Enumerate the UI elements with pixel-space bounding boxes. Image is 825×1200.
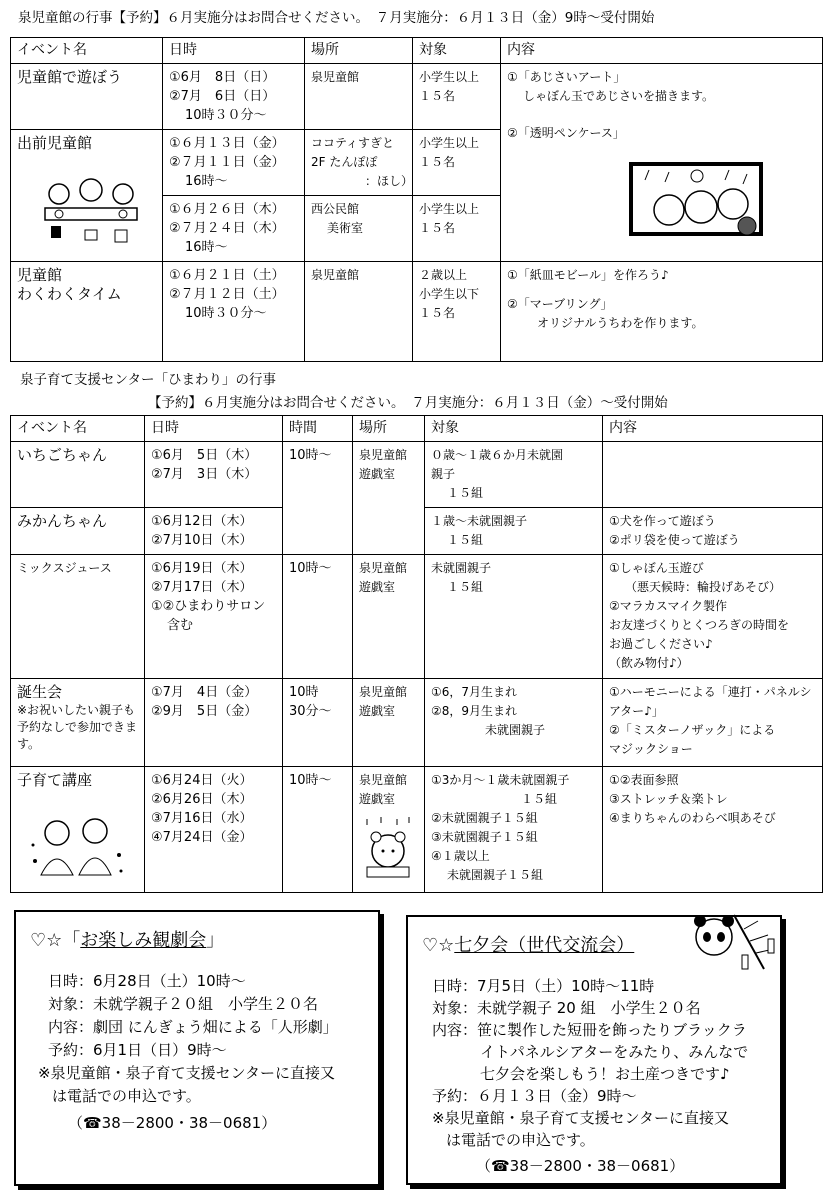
children-crafting-illustration: [41, 174, 141, 250]
col-place: 場所: [353, 416, 425, 442]
target-line: 小学生以上: [419, 136, 480, 150]
support-center-events-table: [10, 415, 823, 893]
bear-in-rain-illustration: [361, 815, 415, 881]
content-line: ①犬を作って遊ぼう: [609, 514, 716, 528]
target-line: １５組: [447, 580, 484, 594]
tanabata-event-box: [406, 915, 782, 1185]
info-line: 日時：7月5日（土）10時〜11時: [432, 977, 655, 995]
target-line: ０歳〜１歳６か月未就園: [431, 448, 564, 462]
date-line: ①６月２６日（木）: [169, 202, 285, 217]
table-header-row: [11, 38, 823, 64]
target-line: ④１歳以上: [431, 849, 490, 863]
content-line: ①しゃぼん玉遊び: [609, 561, 704, 575]
date-line: ②6月26日（木）: [151, 792, 253, 807]
time: 10時〜: [283, 555, 353, 679]
target-line: １５名: [419, 155, 456, 169]
content-line: ②「透明ペンケース」: [507, 126, 625, 140]
phone-number: （☎38－2800・38－0681）: [68, 1114, 277, 1132]
time: 10時〜: [283, 442, 353, 555]
time: 10時〜: [283, 767, 353, 893]
content-line: ②ポリ袋を使って遊ぼう: [609, 533, 740, 547]
content-line: お友達づくりとくつろぎの時間を: [609, 618, 790, 632]
section2-subheading: 【予約】６月実施分はお問合せください。 ７月実施分：６月１３日（金）〜受付開始: [148, 395, 668, 411]
target-line: ２歳以上: [419, 268, 468, 282]
content-line: （飲み物付♪）: [609, 656, 689, 670]
place-line: 泉児童館: [359, 773, 408, 787]
box-body: [38, 970, 378, 1135]
col-time: 時間: [283, 416, 353, 442]
date-line: ②7月 6日（日）: [169, 89, 276, 104]
time-line: 10時３０分〜: [185, 306, 267, 321]
place-line: ：ほし）: [365, 174, 414, 188]
target-line: ①6，7月生まれ: [431, 685, 518, 699]
target-line: ③未就園親子１５組: [431, 830, 538, 844]
place-line: 遊戯室: [359, 704, 396, 718]
table-row: [11, 555, 823, 679]
event-cell: [11, 130, 163, 262]
target-line: １５名: [419, 221, 456, 235]
title-prefix: ♡☆: [422, 935, 455, 956]
place-line: 泉児童館: [359, 448, 408, 462]
event-name: わくわくタイム: [17, 285, 122, 303]
event-name: 児童館で遊ぼう: [11, 64, 163, 130]
date-line: ①６月２１日（土）: [169, 268, 285, 283]
place-line: 遊戯室: [359, 580, 396, 594]
content-line: ②「ミスターノザック」による: [609, 723, 776, 737]
event-name: 出前児童館: [17, 134, 93, 152]
info-line: は電話での申込です。: [446, 1131, 595, 1149]
time-line: 10時: [289, 685, 319, 700]
info-line: は電話での申込です。: [52, 1087, 201, 1105]
content-line: ②「マーブリング」: [507, 297, 613, 311]
date-line: ②７月１２日（土）: [169, 287, 285, 302]
place-line: 泉児童館: [359, 685, 408, 699]
target-line: １歳〜未就園親子: [431, 514, 528, 528]
info-line: イトパネルシアターをみたり、みんなで: [480, 1043, 749, 1061]
time-line: 16時〜: [185, 240, 228, 255]
content-line: お過ごしください♪: [609, 637, 713, 651]
place-line: 遊戯室: [359, 467, 396, 481]
info-line: 内容：笹に製作した短冊を飾ったりブラックラ: [432, 1021, 747, 1039]
target-line: ②8，9月生まれ: [431, 704, 518, 718]
theater-event-box: [14, 910, 380, 1186]
date-line: ②7月10日（木）: [151, 533, 253, 548]
box-title: [30, 926, 378, 952]
event-name: みかんちゃん: [11, 508, 145, 555]
info-line: 予約：6月1日（日）9時〜: [48, 1041, 227, 1059]
date-line: ①６月１３日（金）: [169, 136, 285, 151]
content-cell: [501, 64, 823, 262]
place-line: 泉児童館: [359, 561, 408, 575]
children-hall-events-table: [10, 37, 823, 362]
content-line: ③ストレッチ＆楽トレ: [609, 792, 728, 806]
time-line: 16時〜: [185, 174, 228, 189]
place-line: 2F たんぽぽ: [311, 155, 378, 169]
place-line: ココティすぎと: [311, 136, 395, 150]
date-line: ①6月12日（木）: [151, 514, 253, 529]
target-line: 小学生以下: [419, 287, 480, 301]
event-name: 誕生会: [17, 683, 63, 701]
info-line: 日時：6月28日（土）10時〜: [48, 972, 246, 990]
target-line: 未就園親子１５組: [447, 868, 544, 882]
table-row: [11, 679, 823, 767]
info-line: 七夕会を楽しもう！お土産つきです♪: [480, 1065, 730, 1083]
date-line: ④7月24日（金）: [151, 830, 253, 845]
col-place: 場所: [305, 38, 413, 64]
target-line: １５名: [419, 306, 456, 320]
info-line: 内容：劇団 にんぎょう畑による「人形劇」: [48, 1018, 338, 1036]
date-line: ①7月 4日（金）: [151, 685, 258, 700]
col-target: 対象: [413, 38, 501, 64]
col-content: 内容: [603, 416, 823, 442]
info-line: 対象：未就学親子 20 組 小学生２０名: [432, 999, 701, 1017]
target-line: 親子: [431, 467, 456, 481]
event-name: ミックスジュース: [11, 555, 145, 679]
date-line: 含む: [167, 618, 194, 633]
time-line: 30分〜: [289, 704, 332, 719]
content-line: ①「あじさいアート」: [507, 70, 626, 84]
place-line: 遊戯室: [359, 792, 396, 806]
children-window-illustration: [629, 162, 763, 242]
info-line: ※泉児童館・泉子育て支援センターに直接又: [432, 1109, 729, 1127]
target-line: 小学生以上: [419, 202, 480, 216]
event-name: いちごちゃん: [11, 442, 145, 508]
content-line: （悪天候時：輪投げあそび）: [625, 580, 782, 594]
date-line: ①6月 8日（日）: [169, 70, 276, 85]
date-line: ②9月 5日（金）: [151, 704, 258, 719]
event-name: 子育て講座: [17, 771, 93, 789]
date-line: ②７月１１日（金）: [169, 155, 285, 170]
target-line: １５組: [447, 533, 484, 547]
mothers-and-children-illustration: [27, 815, 127, 881]
table-row: [11, 262, 823, 362]
date-line: ③7月16日（水）: [151, 811, 253, 826]
target-line: １５組: [521, 792, 558, 806]
title-prefix: ♡☆「: [30, 930, 81, 951]
date-line: ①6月19日（木）: [151, 561, 253, 576]
date-line: ①6月24日（火）: [151, 773, 253, 788]
col-content: 内容: [501, 38, 823, 64]
panda-bamboo-illustration: [684, 909, 780, 973]
date-line: ②7月17日（木）: [151, 580, 253, 595]
title-main: 七夕会（世代交流会）: [454, 935, 635, 956]
section2-heading: 泉子育て支援センター「ひまわり」の行事: [20, 372, 276, 388]
target-line: ②未就園親子１５組: [431, 811, 538, 825]
date-line: ①②ひまわりサロン: [151, 599, 266, 614]
place: 泉児童館: [305, 64, 413, 130]
content-line: オリジナルうちわを作ります。: [537, 316, 704, 330]
section1-heading: 泉児童館の行事【予約】６月実施分はお問合せください。 ７月実施分：６月１３日（金）9時〜受付開始: [18, 10, 655, 26]
col-datetime: 日時: [163, 38, 305, 64]
target-line: 未就園親子: [431, 561, 492, 575]
content-line: ②マラカスマイク製作: [609, 599, 728, 613]
event-name: 児童館: [17, 266, 63, 284]
content-line: ①②表面参照: [609, 773, 679, 787]
table-header-row: [11, 416, 823, 442]
table-row: [11, 64, 823, 130]
table-row: [11, 442, 823, 508]
content-line: しゃぼん玉であじさいを描きます。: [523, 89, 715, 103]
info-line: 対象：未就学親子２０組 小学生２０名: [48, 995, 319, 1013]
content-line: ①「紙皿モビール」を作ろう♪: [507, 268, 669, 282]
phone-number: （☎38－2800・38－0681）: [476, 1157, 685, 1175]
date-line: ②7月 3日（木）: [151, 467, 258, 482]
content-line: ④まりちゃんのわらべ唄あそび: [609, 811, 776, 825]
place-line: 西公民館: [311, 202, 360, 216]
target-line: １５組: [447, 486, 484, 500]
date-line: ②７月２４日（木）: [169, 221, 285, 236]
col-datetime: 日時: [145, 416, 283, 442]
box-body: [432, 975, 780, 1177]
event-note: ※お祝いしたい親子も予約なしで参加できます。: [17, 703, 138, 751]
title-suffix: 」: [206, 930, 225, 951]
target-line: 小学生以上: [419, 70, 480, 84]
info-line: 予約：６月１３日（金）9時〜: [432, 1087, 637, 1105]
place-line: 美術室: [327, 221, 364, 235]
table-row: [11, 767, 823, 893]
date-line: ①6月 5日（木）: [151, 448, 258, 463]
content-line: ①ハーモニーによる「連打・パネルシアター♪」: [609, 685, 812, 718]
time-line: 10時３０分〜: [185, 108, 267, 123]
info-line: ※泉児童館・泉子育て支援センターに直接又: [38, 1064, 335, 1082]
col-event-name: イベント名: [11, 38, 163, 64]
place: 泉児童館: [305, 262, 413, 362]
target-line: 未就園親子: [485, 723, 546, 737]
title-main: お楽しみ観劇会: [80, 930, 207, 951]
content-line: マジックショー: [609, 742, 693, 756]
target-line: １５名: [419, 89, 456, 103]
col-event-name: イベント名: [11, 416, 145, 442]
target-line: ①3か月〜１歳未就園親子: [431, 773, 570, 787]
col-target: 対象: [425, 416, 603, 442]
